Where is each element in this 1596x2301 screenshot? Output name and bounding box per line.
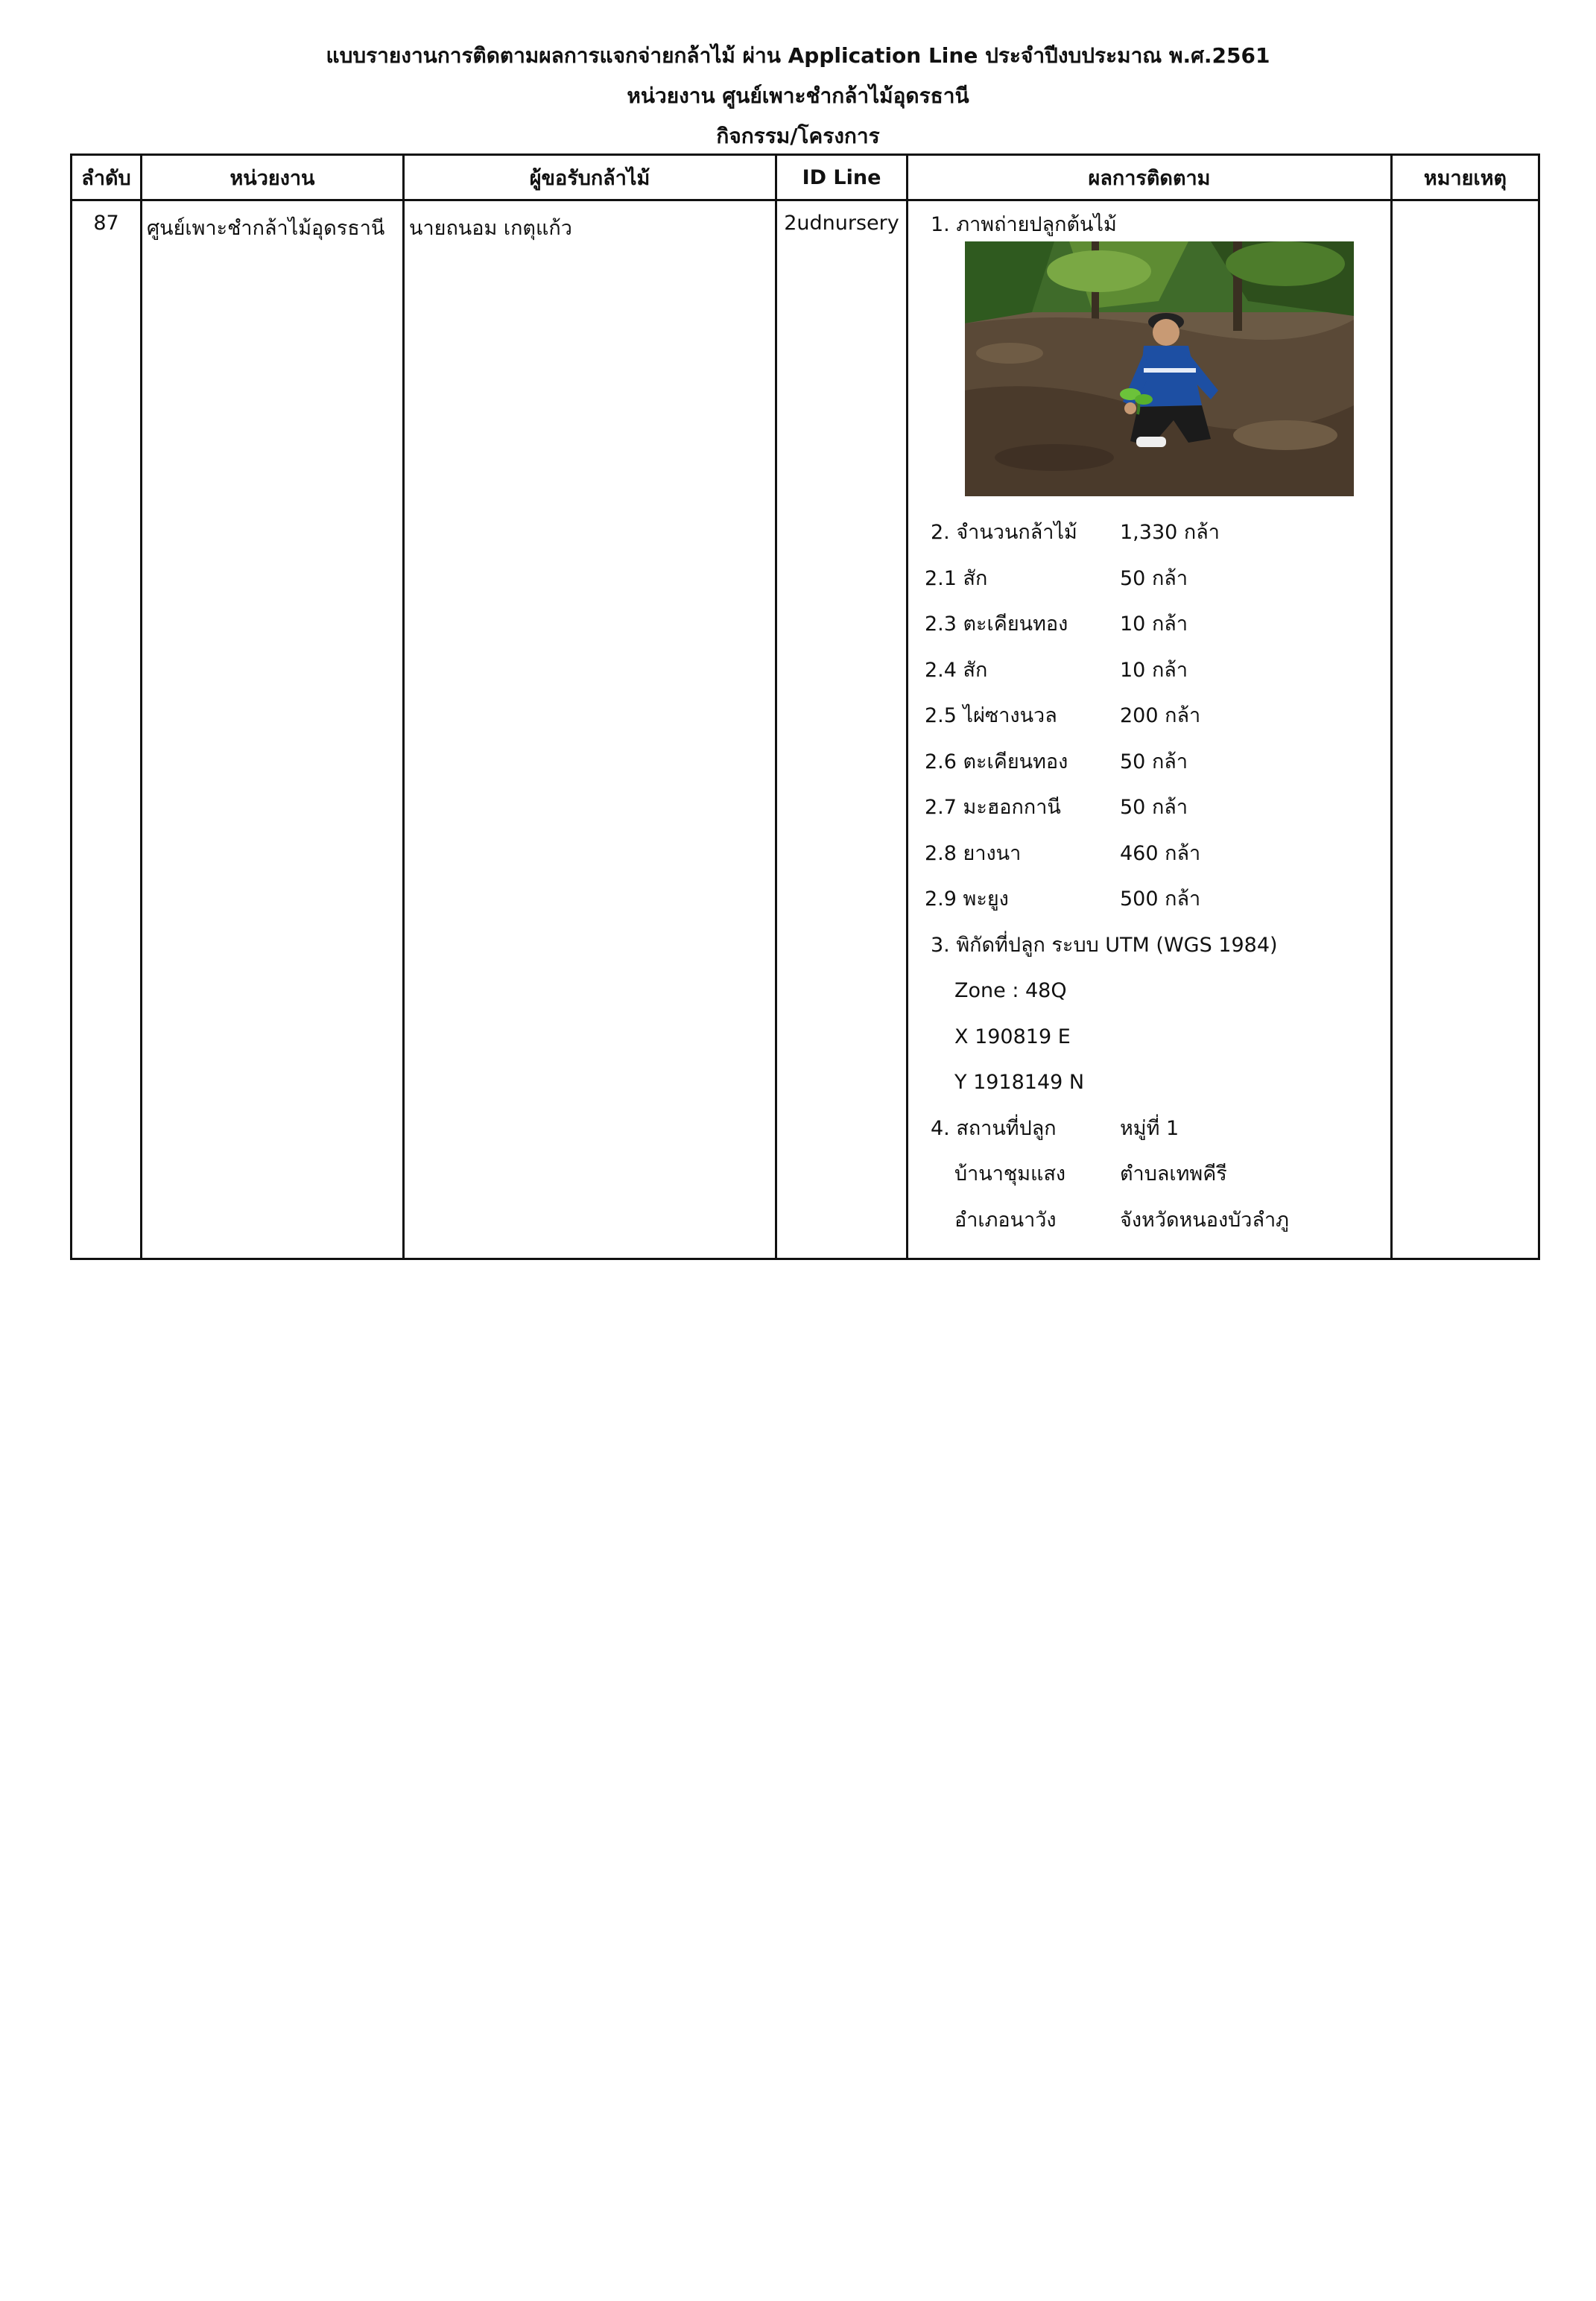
location-province: จังหวัดหนองบัวลำภู [1120, 1208, 1289, 1232]
results-block [913, 212, 1386, 1243]
species-value: 10 กล้า [1120, 613, 1188, 636]
coord-zone: Zone : 48Q [954, 979, 1067, 1002]
cell-recipient: นายถนอม เกตุแก้ว [404, 200, 776, 1259]
cell-id-line: 2udnursery [776, 200, 908, 1259]
col-header-id-line: ID Line [776, 155, 908, 200]
report-unit: หน่วยงาน ศูนย์เพาะชำกล้าไม้อุดรธานี [627, 83, 969, 108]
species-label: 2.6 ตะเคียนทอง [925, 750, 1068, 773]
species-label: 2.3 ตะเคียนทอง [925, 613, 1068, 636]
table-header-row [72, 155, 1539, 200]
photo-label: 1. ภาพถ่ายปลูกต้นไม้ [931, 213, 1117, 236]
cell-results [908, 200, 1392, 1259]
location-district: อำเภอนาวัง [954, 1208, 1057, 1232]
report-activity: กิจกรรม/โครงการ [716, 124, 880, 148]
location-subdistrict: ตำบลเทพคีรี [1120, 1162, 1227, 1186]
species-label: 2.7 มะฮอกกานี [925, 796, 1061, 819]
coord-x: X 190819 E [954, 1025, 1071, 1048]
planting-photo [965, 241, 1354, 496]
location-moo: หมู่ที่ 1 [1120, 1116, 1179, 1140]
species-value: 200 กล้า [1120, 704, 1201, 727]
total-label: 2. จำนวนกล้าไม้ [931, 521, 1077, 544]
species-value: 50 กล้า [1120, 566, 1188, 590]
report-title: แบบรายงานการติดตามผลการแจกจ่ายกล้าไม้ ผ่าน Application Line ประจำปีงบประมาณ พ.ศ.2561 [326, 43, 1270, 68]
total-value: 1,330 กล้า [1120, 521, 1220, 544]
species-value: 50 กล้า [1120, 796, 1188, 819]
species-label: 2.5 ไผ่ซางนวล [925, 704, 1057, 727]
cell-unit: ศูนย์เพาะชำกล้าไม้อุดรธานี [142, 200, 404, 1259]
location-village: บ้านาชุมแสง [954, 1162, 1066, 1186]
report-table [70, 153, 1540, 1260]
species-value: 460 กล้า [1120, 841, 1201, 865]
species-value: 10 กล้า [1120, 658, 1188, 682]
cell-no: 87 [72, 200, 142, 1259]
species-value: 50 กล้า [1120, 750, 1188, 773]
species-value: 500 กล้า [1120, 887, 1201, 911]
col-header-unit: หน่วยงาน [142, 155, 404, 200]
species-label: 2.1 สัก [925, 566, 988, 590]
col-header-remark: หมายเหตุ [1392, 155, 1539, 200]
cell-remark [1392, 200, 1539, 1259]
col-header-no: ลำดับ [72, 155, 142, 200]
col-header-recipient: ผู้ขอรับกล้าไม้ [404, 155, 776, 200]
location-label: 4. สถานที่ปลูก [931, 1116, 1057, 1140]
report-header [0, 36, 1596, 156]
planting-photo-icon [965, 241, 1354, 496]
coord-y: Y 1918149 N [954, 1071, 1085, 1094]
species-label: 2.8 ยางนา [925, 841, 1022, 865]
coord-label: 3. พิกัดที่ปลูก ระบบ UTM (WGS 1984) [931, 933, 1278, 957]
species-label: 2.4 สัก [925, 658, 988, 682]
table-row [72, 200, 1539, 1259]
col-header-results: ผลการติดตาม [908, 155, 1392, 200]
species-label: 2.9 พะยูง [925, 887, 1009, 911]
